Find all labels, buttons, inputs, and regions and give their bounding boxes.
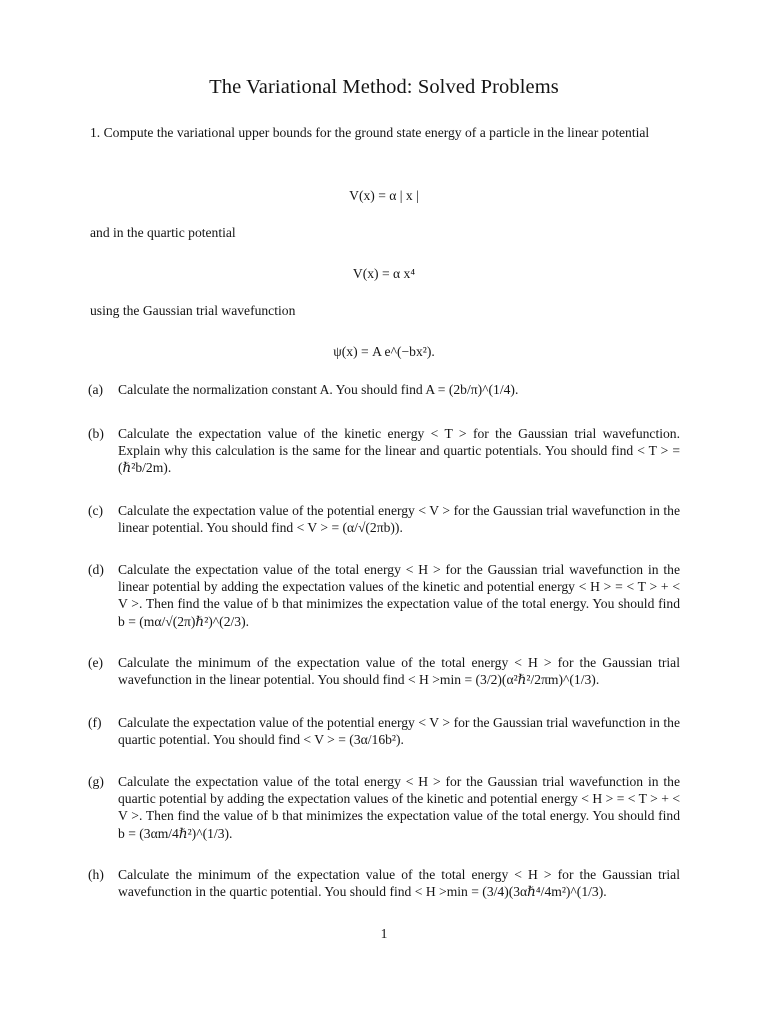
item-label: (c) bbox=[88, 503, 104, 518]
item-text: Calculate the expectation value of the total energy < H > for the Gaussian trial wavefunction in the quartic potential by adding the expectation values of the kinetic and potential energy < H > = < T > + < V >. Then find the value of b that minimizes the expectation value of the total energy. You should find b = (3αm/4ℏ²)^(1/3). bbox=[118, 774, 680, 841]
item-label: (e) bbox=[88, 655, 104, 670]
equation-quartic-potential: V(x) = α x⁴ bbox=[352, 266, 416, 281]
item-text: Calculate the expectation value of the potential energy < V > for the Gaussian trial wavefunction in the linear potential. You should find < V > = (α/√(2πb)). bbox=[118, 503, 680, 536]
item-label: (h) bbox=[88, 867, 104, 882]
item-text: Calculate the minimum of the expectation value of the total energy < H > for the Gaussian trial wavefunction in the linear potential. You should find < H >min = (3/2)(α²ℏ²/2πm)^(1/3). bbox=[118, 655, 680, 688]
gaussian-intro-text: using the Gaussian trial wavefunction bbox=[90, 303, 296, 318]
page-title: The Variational Method: Solved Problems bbox=[209, 76, 559, 98]
item-text: Calculate the expectation value of the kinetic energy < T > for the Gaussian trial wavefunction. Explain why this calculation is the same for the linear and quartic potentials. You should find < T > = (ℏ²b/2m). bbox=[118, 426, 680, 476]
equation-linear-potential: V(x) = α | x | bbox=[349, 188, 419, 203]
problem-1-statement: 1. Compute the variational upper bounds for the ground state energy of a particle in the linear potential bbox=[90, 125, 650, 140]
item-text: Calculate the expectation value of the total energy < H > for the Gaussian trial wavefunction in the linear potential by adding the expectation values of the kinetic and potential energy < H > = < T > + < V >. Then find the value of b that minimizes the expectation value of the total energy. You should find b = (mα/√(2π)ℏ²)^(2/3). bbox=[118, 562, 680, 629]
item-text: Calculate the minimum of the expectation value of the total energy < H > for the Gaussian trial wavefunction in the quartic potential. You should find < H >min = (3/4)(3αℏ⁴/4m²)^(1/3). bbox=[118, 867, 680, 900]
page-number: 1 bbox=[380, 926, 388, 941]
item-label: (b) bbox=[88, 426, 104, 441]
equation-trial-wavefunction: ψ(x) = A e^(−bx²). bbox=[333, 344, 435, 359]
item-text: Calculate the normalization constant A. You should find A = (2b/π)^(1/4). bbox=[118, 382, 519, 397]
item-text: Calculate the expectation value of the potential energy < V > for the Gaussian trial wavefunction in the quartic potential. You should find < V > = (3α/16b²). bbox=[118, 715, 680, 748]
item-label: (f) bbox=[88, 715, 102, 730]
item-label: (a) bbox=[88, 382, 104, 397]
quartic-intro-text: and in the quartic potential bbox=[90, 225, 236, 240]
item-label: (d) bbox=[88, 562, 104, 577]
item-label: (g) bbox=[88, 774, 104, 789]
